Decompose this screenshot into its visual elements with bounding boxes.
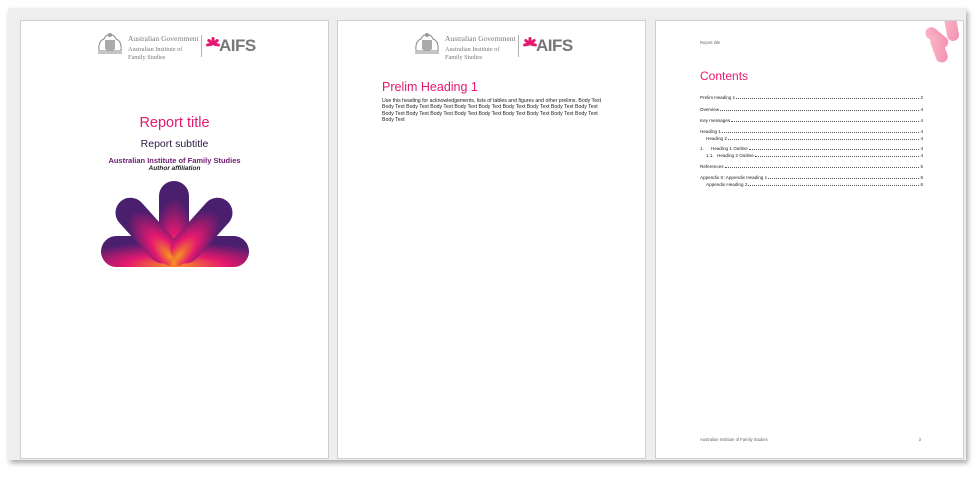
toc-entry-label: Overview (700, 107, 720, 112)
aifs-flower-icon (523, 37, 537, 51)
toc-entry-label: References (700, 164, 724, 169)
gov-line2: Australian Institute of (445, 46, 500, 53)
toc-entry[interactable] (700, 117, 923, 123)
toc-dot-leader (728, 139, 919, 140)
toc-entry-page: 4 (920, 136, 923, 141)
contents-title[interactable]: Contents (700, 69, 749, 83)
government-wordmark (128, 35, 199, 62)
aifs-flower-icon (206, 37, 220, 51)
organisation-name[interactable]: Australian Institute of Family Studies (108, 156, 241, 165)
toc-entry-page: 4 (920, 129, 923, 134)
toc-entry-number: 1.1. (706, 153, 714, 158)
toc-dot-leader (722, 132, 919, 133)
toc-entry-page: 5 (920, 164, 923, 169)
report-subtitle[interactable]: Report subtitle (140, 138, 209, 150)
toc-entry-page: 2 (920, 95, 923, 100)
corner-flower-graphic (923, 21, 963, 63)
toc-entry-page: 4 (920, 146, 923, 151)
toc-entry-page: 4 (920, 107, 923, 112)
toc-entry[interactable] (700, 181, 923, 187)
toc-dot-leader (768, 178, 919, 179)
toc-entry-label: Appendix Heading 2 (706, 182, 748, 187)
toc-entry[interactable] (700, 94, 923, 100)
toc-entry[interactable] (700, 152, 923, 158)
toc-entry-page: 4 (920, 153, 923, 158)
toc-entry[interactable] (700, 163, 923, 169)
contents-page[interactable] (655, 20, 964, 459)
report-title[interactable]: Report title (139, 115, 210, 131)
toc-dot-leader (748, 185, 919, 186)
toc-entry-label: Heading 2 (706, 136, 727, 141)
toc-entry-page: 6 (920, 175, 923, 180)
toc-entry-label: Key messages (700, 118, 731, 123)
gov-line1: Australian Government (445, 34, 516, 43)
government-wordmark (445, 35, 516, 62)
toc-dot-leader (720, 110, 919, 111)
toc-entry-label: Heading 2 Outline (717, 153, 754, 158)
gov-line3: Family Studies (445, 54, 483, 61)
toc-entry[interactable] (700, 135, 923, 141)
toc-entry[interactable] (700, 128, 923, 134)
toc-entry-label: Heading 1 (700, 129, 721, 134)
header-logo (338, 31, 645, 61)
gov-line1: Australian Government (128, 34, 199, 43)
aifs-wordmark: AIFS (536, 36, 573, 55)
toc-entry[interactable] (700, 145, 923, 151)
gov-line3: Family Studies (128, 54, 166, 61)
footer-organisation: Australian Institute of Family Studies (700, 437, 768, 442)
logo-divider (518, 35, 519, 57)
coat-of-arms-icon (96, 31, 124, 57)
toc-dot-leader (731, 121, 919, 122)
running-header: Report title (700, 40, 721, 45)
prelim-body-text[interactable]: Use this heading for acknowledgements, lists of tables and figures and other prelims. Body Text Body Text Body Text Body Text Body Text Body Text Body Text Body Text Body Text Body Text Body Text Body Text Body Text Body Text Body Text Body Text Body Text Body Text Body Text Body Text (382, 98, 602, 124)
prelim-page[interactable] (337, 20, 646, 459)
toc-entry-number: 1. (700, 146, 704, 151)
logo-divider (201, 35, 202, 57)
toc-dot-leader (749, 149, 920, 150)
prelim-heading[interactable]: Prelim Heading 1 (382, 80, 478, 94)
toc-dot-leader (755, 156, 920, 157)
toc-entry-page: 4 (920, 118, 923, 123)
coat-of-arms-icon (413, 31, 441, 57)
toc-entry-label: Appendix X: Appendix Heading 1 (700, 175, 768, 180)
toc-entry-page: 6 (920, 182, 923, 187)
author-affiliation[interactable]: Author affiliation (148, 165, 201, 172)
aifs-wordmark: AIFS (219, 36, 256, 55)
toc-entry-label: Prelim Heading 1 (700, 95, 736, 100)
gov-line2: Australian Institute of (128, 46, 183, 53)
toc-entry[interactable] (700, 174, 923, 180)
toc-entry[interactable] (700, 106, 923, 112)
document-preview-frame (8, 8, 966, 460)
cover-page[interactable] (20, 20, 329, 459)
footer-page-number: 3 (918, 437, 921, 442)
toc-entry-label: Heading 1 Outline (711, 146, 748, 151)
aifs-hero-flower-graphic (101, 181, 249, 267)
header-logo (21, 31, 328, 61)
toc-dot-leader (736, 98, 919, 99)
toc-dot-leader (725, 167, 920, 168)
